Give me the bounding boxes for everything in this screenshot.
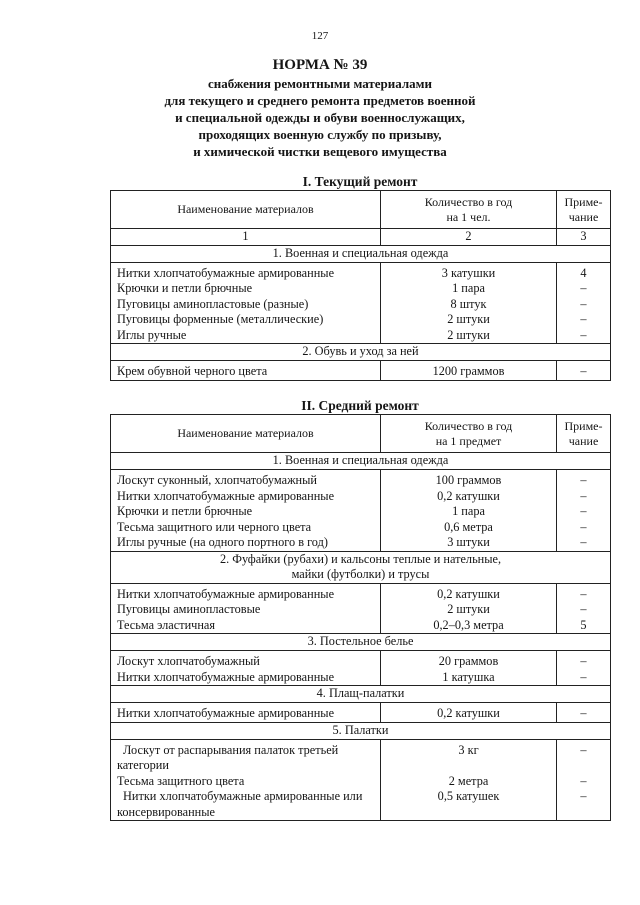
- table-row: Иглы ручные (на одного портного в год) 3 штуки –: [111, 535, 611, 551]
- group-row: 1. Военная и специальная одежда: [111, 453, 611, 470]
- table-row: Нитки хлопчатобумажные армированные или консервированные 0,5 катушек –: [111, 789, 611, 821]
- section-title-current-repair: I. Текущий ремонт: [302, 174, 418, 189]
- norm-title: НОРМА № 39: [272, 57, 368, 73]
- table-header-row: [111, 415, 611, 453]
- table-row: Крючки и петли брючные 1 пара –: [111, 504, 611, 520]
- table-row: Лоскут хлопчатобумажный 20 граммов –: [111, 651, 611, 670]
- table-current-repair: [110, 190, 611, 381]
- table-row: Пуговицы аминопластовые (разные) 8 штук –: [111, 297, 611, 313]
- column-header-note: Приме- чание: [557, 415, 611, 453]
- column-number-3: 3: [557, 229, 611, 246]
- subtitle-line-3: и специальной одежды и обуви военнослужащих,: [175, 110, 465, 125]
- subtitle-line-1: снабжения ремонтными материалами: [207, 76, 433, 91]
- table-row: Нитки хлопчатобумажные армированные 0,2 катушки –: [111, 583, 611, 602]
- table-header-row: [111, 191, 611, 229]
- table-row: Нитки хлопчатобумажные армированные 0,2 катушки –: [111, 703, 611, 723]
- table-row: Тесьма эластичная 0,2–0,3 метра 5: [111, 618, 611, 634]
- table-row: Лоскут от распарывания палаток третьей категории 3 кг –: [111, 739, 611, 774]
- table-row: Пуговицы аминопластовые 2 штуки –: [111, 602, 611, 618]
- column-number-2: 2: [381, 229, 557, 246]
- column-header-note: Приме- чание: [557, 191, 611, 229]
- subtitle-line-4: проходящих военную службу по призыву,: [198, 127, 442, 142]
- subtitle-line-2: для текущего и среднего ремонта предметов военной: [164, 93, 476, 108]
- group-row: 2. Обувь и уход за ней: [111, 344, 611, 361]
- column-header-materials: Наименование материалов: [111, 191, 381, 229]
- table-row: Нитки хлопчатобумажные армированные 1 катушка –: [111, 670, 611, 686]
- subtitle-line-5: и химической чистки вещевого имущества: [193, 144, 447, 159]
- table-row: Тесьма защитного цвета 2 метра –: [111, 774, 611, 790]
- group-row: 2. Фуфайки (рубахи) и кальсоны теплые и нательные, майки (футболки) и трусы: [111, 551, 611, 583]
- table-row: Крем обувной черного цвета 1200 граммов –: [111, 361, 611, 381]
- column-header-materials: Наименование материалов: [111, 415, 381, 453]
- column-number-row: [111, 229, 611, 246]
- table-row: Пуговицы форменные (металлические) 2 штуки –: [111, 312, 611, 328]
- page-number: 127: [311, 30, 329, 42]
- column-header-quantity: Количество в год на 1 предмет: [381, 415, 557, 453]
- table-medium-repair: [110, 414, 611, 821]
- table-row: Лоскут суконный, хлопчатобумажный 100 граммов –: [111, 470, 611, 489]
- group-row: 5. Палатки: [111, 722, 611, 739]
- group-row: 4. Плащ-палатки: [111, 686, 611, 703]
- table-row: Крючки и петли брючные 1 пара –: [111, 281, 611, 297]
- table-row: Иглы ручные 2 штуки –: [111, 328, 611, 344]
- section-title-medium-repair: II. Средний ремонт: [301, 398, 419, 413]
- column-header-quantity: Количество в год на 1 чел.: [381, 191, 557, 229]
- table-row: Тесьма защитного или черного цвета 0,6 метра –: [111, 520, 611, 536]
- document-heading: [120, 56, 520, 160]
- table-row: Нитки хлопчатобумажные армированные 0,2 катушки –: [111, 489, 611, 505]
- table-row: Нитки хлопчатобумажные армированные 3 катушки 4: [111, 262, 611, 281]
- group-row: 3. Постельное белье: [111, 634, 611, 651]
- group-row: 1. Военная и специальная одежда: [111, 245, 611, 262]
- column-number-1: 1: [111, 229, 381, 246]
